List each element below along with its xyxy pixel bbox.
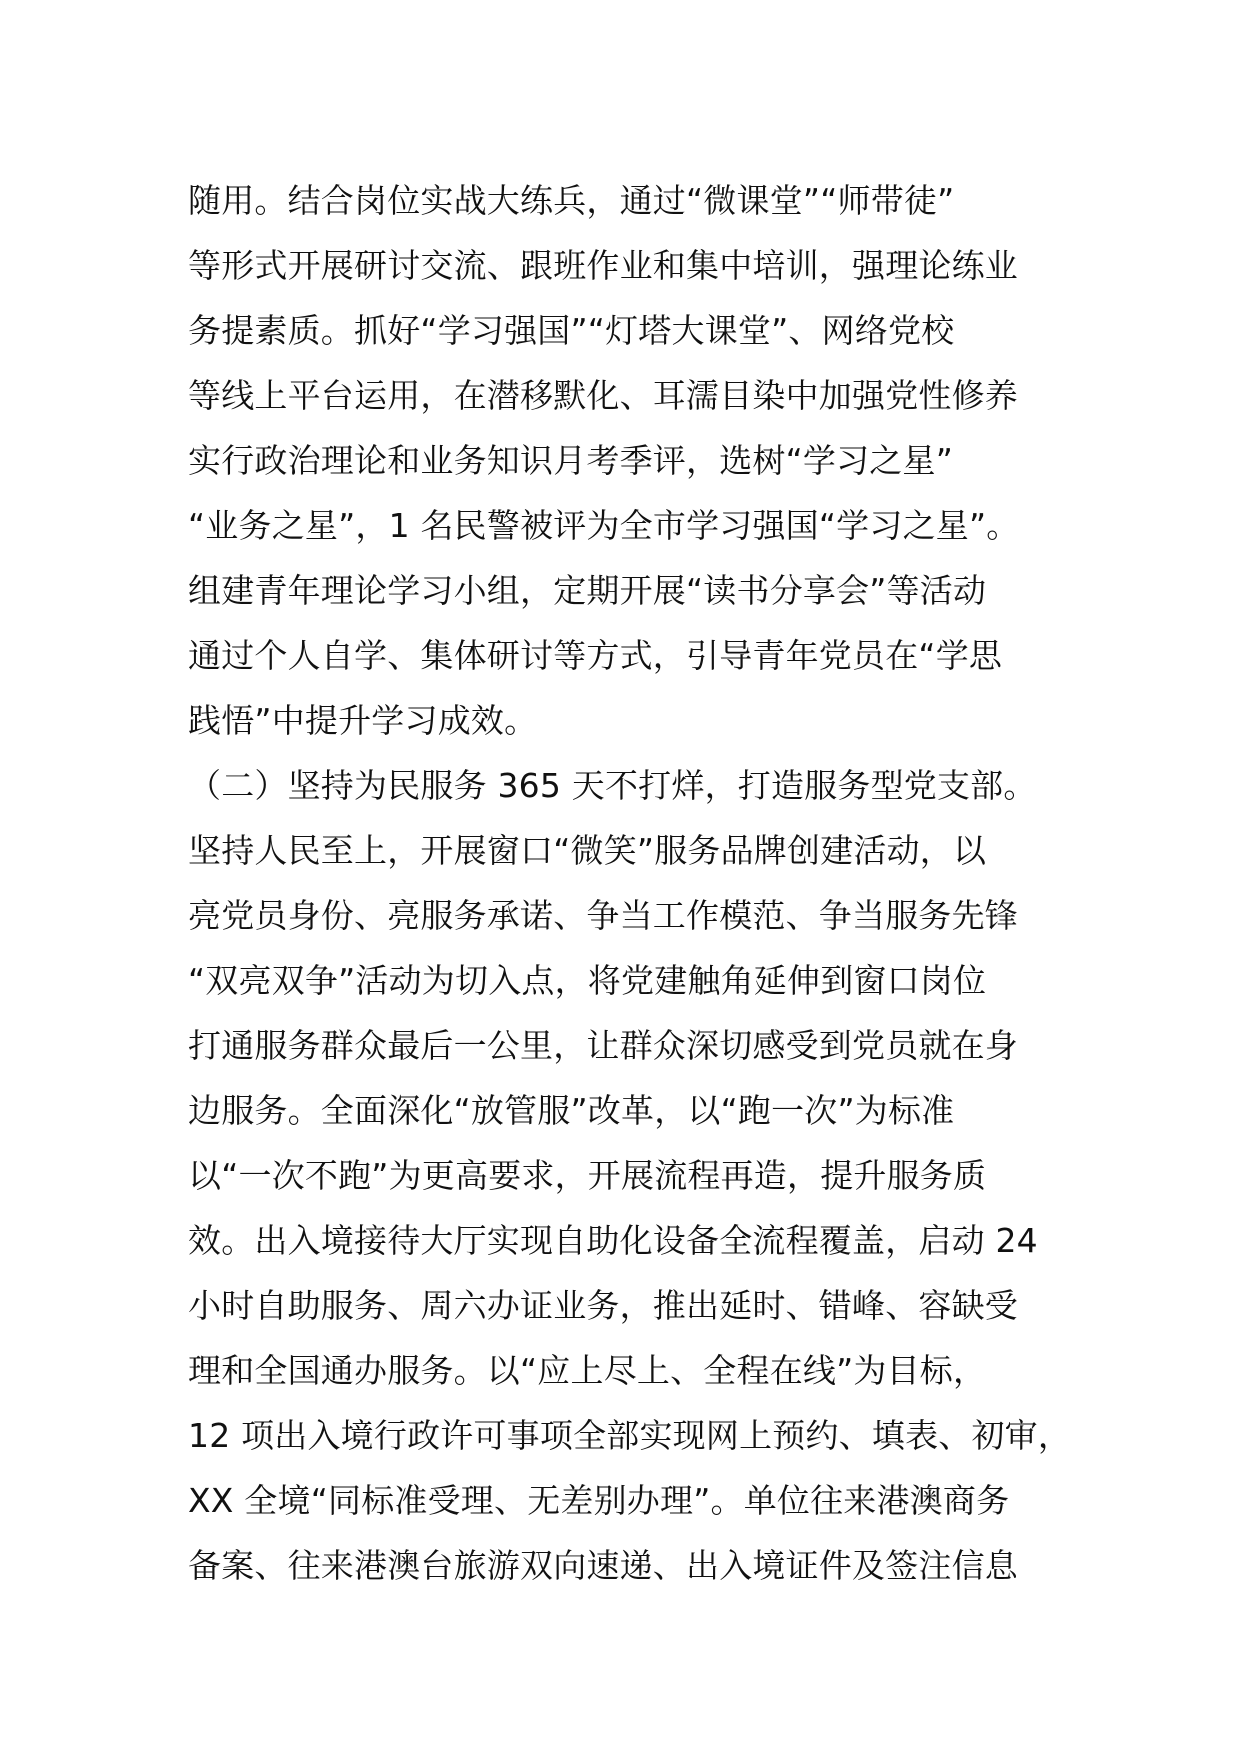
text-line: 践悟”中提升学习成效。 [188,701,538,740]
text-line: 效。出入境接待大厅实现自助化设备全流程覆盖，启动 24 [188,1221,1038,1260]
text-line: 打通服务群众最后一公里，让群众深切感受到党员就在身 [188,1026,1018,1065]
text-line: 坚持人民至上，开展窗口“微笑”服务品牌创建活动，以 [188,831,987,870]
text-line: 以“一次不跑”为更高要求，开展流程再造，提升服务质 [188,1156,987,1195]
text-line: 亮党员身份、亮服务承诺、争当工作模范、争当服务先锋 [188,896,1018,935]
section-heading: （二）坚持为民服务 365 天不打烊，打造服务型党支部。 [188,766,1037,805]
text-line: 备案、往来港澳台旅游双向速递、出入境证件及签注信息 [188,1546,1018,1585]
text-line: 务提素质。抓好“学习强国”“灯塔大课堂”、网络党校 [188,311,955,350]
text-line: 组建青年理论学习小组，定期开展“读书分享会”等活动 [188,571,987,610]
text-line: 通过个人自学、集体研讨等方式，引导青年党员在“学思 [188,636,1003,675]
text-line: 理和全国通办服务。以“应上尽上、全程在线”为目标， [188,1351,987,1390]
text-line: 边服务。全面深化“放管服”改革，以“跑一次”为标准 [188,1091,955,1130]
text-line: 12 项出入境行政许可事项全部实现网上预约、填表、初审， [188,1416,1072,1455]
text-line: 随用。结合岗位实战大练兵，通过“微课堂”“师带徒” [188,181,955,220]
text-line: “业务之星”，1 名民警被评为全市学习强国“学习之星”。 [188,506,1020,545]
text-line: 等线上平台运用，在潜移默化、耳濡目染中加强党性修养 [188,376,1018,415]
text-line: 实行政治理论和业务知识月考季评，选树“学习之星” [188,441,953,480]
text-line: XX 全境“同标准受理、无差别办理”。单位往来港澳商务 [188,1481,1010,1520]
text-line: 小时自助服务、周六办证业务，推出延时、错峰、容缺受 [188,1286,1018,1325]
text-line: 等形式开展研讨交流、跟班作业和集中培训，强理论练业 [188,246,1018,285]
text-line: “双亮双争”活动为切入点，将党建触角延伸到窗口岗位 [188,961,987,1000]
body-text [188,168,1088,1598]
